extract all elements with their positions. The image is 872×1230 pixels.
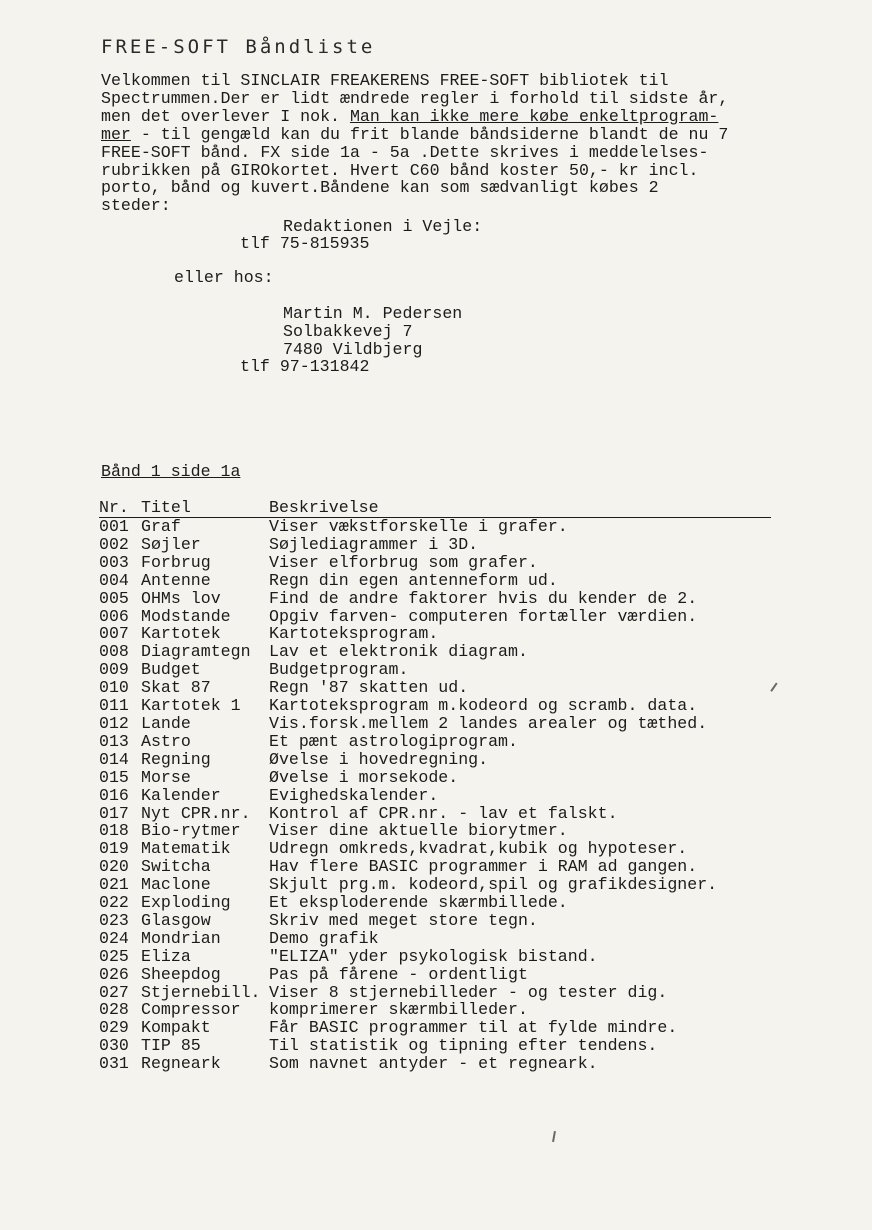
row-beskrivelse: Til statistik og tipning efter tendens.	[269, 1036, 658, 1056]
stray-mark	[770, 682, 777, 691]
row-beskrivelse: Øvelse i morsekode.	[269, 767, 459, 787]
row-beskrivelse: Får BASIC programmer til at fylde mindre.	[269, 1018, 678, 1038]
row-titel: Lande	[141, 713, 191, 733]
row-nr: 029	[99, 1018, 129, 1038]
row-beskrivelse: Viser elforbrug som grafer.	[269, 552, 538, 572]
table-row	[99, 733, 771, 751]
row-nr: 027	[99, 982, 129, 1002]
row-beskrivelse: Evighedskalender.	[269, 785, 439, 805]
row-beskrivelse: Søjlediagrammer i 3D.	[269, 534, 479, 554]
table-row	[99, 858, 771, 876]
row-titel: Antenne	[141, 570, 211, 590]
row-nr: 003	[99, 552, 129, 572]
row-nr: 008	[99, 642, 129, 662]
table-row	[99, 1055, 771, 1073]
row-beskrivelse: Et eksploderende skærmbillede.	[269, 893, 568, 913]
row-titel: Eliza	[141, 946, 191, 966]
table-body	[99, 518, 771, 1074]
row-nr: 012	[99, 713, 129, 733]
table-row	[99, 697, 771, 715]
row-nr: 021	[99, 875, 129, 895]
row-titel: Morse	[141, 767, 191, 787]
row-titel: Budget	[141, 660, 201, 680]
row-beskrivelse: Kartoteksprogram m.kodeord og scramb. data.	[269, 696, 698, 716]
row-titel: Matematik	[141, 839, 231, 859]
row-nr: 026	[99, 964, 129, 984]
table-row	[99, 948, 771, 966]
table-row	[99, 625, 771, 643]
table-row	[99, 984, 771, 1002]
row-nr: 013	[99, 731, 129, 751]
intro-line: porto, bånd og kuvert.Båndene kan som sædvanligt købes 2	[101, 178, 659, 198]
row-beskrivelse: "ELIZA" yder psykologisk bistand.	[269, 946, 598, 966]
table-row	[99, 590, 771, 608]
row-beskrivelse: Viser 8 stjernebilleder - og tester dig.	[269, 982, 668, 1002]
row-titel: Regning	[141, 749, 211, 769]
row-nr: 018	[99, 821, 129, 841]
row-nr: 016	[99, 785, 129, 805]
intro-paragraph	[101, 72, 801, 215]
table-row	[99, 1001, 771, 1019]
column-header-nr: Nr.	[99, 500, 141, 518]
table-row	[99, 715, 771, 733]
table-row	[99, 822, 771, 840]
row-titel: Switcha	[141, 857, 211, 877]
intro-line: Velkommen til SINCLAIR FREAKERENS FREE-SOFT bibliotek til	[101, 71, 669, 90]
underlined-notice: Man kan ikke mere købe enkeltprogram-	[349, 106, 719, 126]
row-beskrivelse: Kontrol af CPR.nr. - lav et falskt.	[269, 803, 618, 823]
row-nr: 019	[99, 839, 129, 859]
row-beskrivelse: Viser vækstforskelle i grafer.	[269, 517, 568, 536]
table-row	[99, 840, 771, 858]
row-nr: 028	[99, 1000, 129, 1020]
column-header-beskrivelse: Beskrivelse	[269, 500, 771, 518]
row-nr: 007	[99, 624, 129, 644]
row-titel: Skat 87	[141, 678, 211, 698]
table-row	[99, 608, 771, 626]
row-nr: 006	[99, 606, 129, 626]
row-nr: 015	[99, 767, 129, 787]
program-table	[99, 500, 771, 1073]
row-titel: Nyt CPR.nr.	[141, 803, 251, 823]
table-row	[99, 518, 771, 536]
column-header-titel: Titel	[141, 500, 269, 518]
row-nr: 023	[99, 910, 129, 930]
row-titel: Astro	[141, 731, 191, 751]
row-titel: TIP 85	[141, 1036, 201, 1056]
row-titel: Compressor	[141, 1000, 241, 1020]
row-titel: Kartotek 1	[141, 696, 241, 716]
intro-text: men det overlever I nok.	[101, 106, 350, 126]
or-text: eller hos:	[174, 268, 274, 287]
intro-line: steder:	[101, 196, 171, 216]
row-titel: Kartotek	[141, 624, 221, 644]
row-beskrivelse: Udregn omkreds,kvadrat,kubik og hypoteser.	[269, 839, 688, 859]
table-row	[99, 894, 771, 912]
row-titel: Modstande	[141, 606, 231, 626]
table-row	[99, 876, 771, 894]
table-header-row	[99, 500, 771, 518]
document-title: FREE-SOFT Båndliste	[101, 36, 376, 58]
row-nr: 017	[99, 803, 129, 823]
row-titel: Mondrian	[141, 928, 221, 948]
row-beskrivelse: Find de andre faktorer hvis du kender de 2.	[269, 588, 698, 608]
row-beskrivelse: Skjult prg.m. kodeord,spil og grafikdesigner.	[269, 875, 718, 895]
row-titel: Regneark	[141, 1054, 221, 1074]
row-beskrivelse: Et pænt astrologiprogram.	[269, 731, 518, 751]
table-row	[99, 930, 771, 948]
row-nr: 014	[99, 749, 129, 769]
row-titel: OHMs lov	[141, 588, 221, 608]
row-titel: Glasgow	[141, 910, 211, 930]
address2-phone: tlf 97-131842	[240, 357, 370, 376]
row-beskrivelse: Hav flere BASIC programmer i RAM ad gangen.	[269, 857, 698, 877]
intro-line: FREE-SOFT bånd. FX side 1a - 5a .Dette skrives i meddelelses-	[101, 142, 709, 162]
row-beskrivelse: Pas på fårene - ordentligt	[269, 964, 528, 984]
intro-line: rubrikken på GIROkortet. Hvert C60 bånd koster 50,- kr incl.	[101, 160, 699, 180]
stray-mark	[552, 1131, 555, 1142]
table-row	[99, 661, 771, 679]
row-titel: Søjler	[141, 534, 201, 554]
row-beskrivelse: Budgetprogram.	[269, 660, 409, 680]
table-row	[99, 1037, 771, 1055]
table-row	[99, 912, 771, 930]
row-beskrivelse: Øvelse i hovedregning.	[269, 749, 489, 769]
row-nr: 002	[99, 534, 129, 554]
row-beskrivelse: Viser dine aktuelle biorytmer.	[269, 821, 568, 841]
row-titel: Kompakt	[141, 1018, 211, 1038]
row-beskrivelse: Kartoteksprogram.	[269, 624, 439, 644]
row-titel: Sheepdog	[141, 964, 221, 984]
address2-street: Solbakkevej 7	[283, 322, 413, 341]
intro-line	[101, 108, 801, 126]
row-nr: 005	[99, 588, 129, 608]
row-nr: 020	[99, 857, 129, 877]
row-titel: Kalender	[141, 785, 221, 805]
underlined-notice-end: mer	[101, 124, 131, 144]
row-nr: 011	[99, 696, 129, 716]
intro-text: - til gengæld kan du frit blande båndsiderne blandt de nu 7	[130, 124, 729, 144]
table-row	[99, 536, 771, 554]
section-heading: Bånd 1 side 1a	[101, 462, 241, 481]
row-beskrivelse: Opgiv farven- computeren fortæller værdien.	[269, 606, 698, 626]
row-titel: Graf	[141, 517, 181, 536]
row-titel: Stjernebill.	[141, 982, 261, 1002]
table-row	[99, 554, 771, 572]
intro-line	[101, 126, 801, 144]
row-beskrivelse: Regn din egen antenneform ud.	[269, 570, 558, 590]
row-beskrivelse: Regn '87 skatten ud.	[269, 678, 469, 698]
table-row	[99, 751, 771, 769]
row-titel: Bio-rytmer	[141, 821, 241, 841]
table-row	[99, 679, 771, 697]
row-nr: 031	[99, 1054, 129, 1074]
table-row	[99, 966, 771, 984]
row-beskrivelse: komprimerer skærmbilleder.	[269, 1000, 528, 1020]
address1-name: Redaktionen i Vejle:	[283, 217, 483, 236]
row-nr: 001	[99, 517, 129, 536]
row-nr: 025	[99, 946, 129, 966]
row-titel: Forbrug	[141, 552, 211, 572]
table-row	[99, 572, 771, 590]
address1-phone: tlf 75-815935	[240, 234, 370, 253]
row-titel: Maclone	[141, 875, 211, 895]
row-beskrivelse: Vis.forsk.mellem 2 landes arealer og tæthed.	[269, 713, 708, 733]
table-row	[99, 1019, 771, 1037]
row-beskrivelse: Lav et elektronik diagram.	[269, 642, 528, 662]
table-row	[99, 769, 771, 787]
row-beskrivelse: Skriv med meget store tegn.	[269, 910, 538, 930]
row-nr: 030	[99, 1036, 129, 1056]
address2-city: 7480 Vildbjerg	[283, 340, 423, 359]
row-nr: 010	[99, 678, 129, 698]
row-nr: 009	[99, 660, 129, 680]
row-beskrivelse: Som navnet antyder - et regneark.	[269, 1054, 598, 1074]
table-row	[99, 787, 771, 805]
row-nr: 022	[99, 893, 129, 913]
row-nr: 004	[99, 570, 129, 590]
row-titel: Diagramtegn	[141, 642, 251, 662]
table-row	[99, 643, 771, 661]
row-titel: Exploding	[141, 893, 231, 913]
row-beskrivelse: Demo grafik	[269, 928, 379, 948]
intro-line: Spectrummen.Der er lidt ændrede regler i forhold til sidste år,	[101, 88, 729, 108]
table-row	[99, 805, 771, 823]
row-nr: 024	[99, 928, 129, 948]
address2-name: Martin M. Pedersen	[283, 304, 463, 323]
